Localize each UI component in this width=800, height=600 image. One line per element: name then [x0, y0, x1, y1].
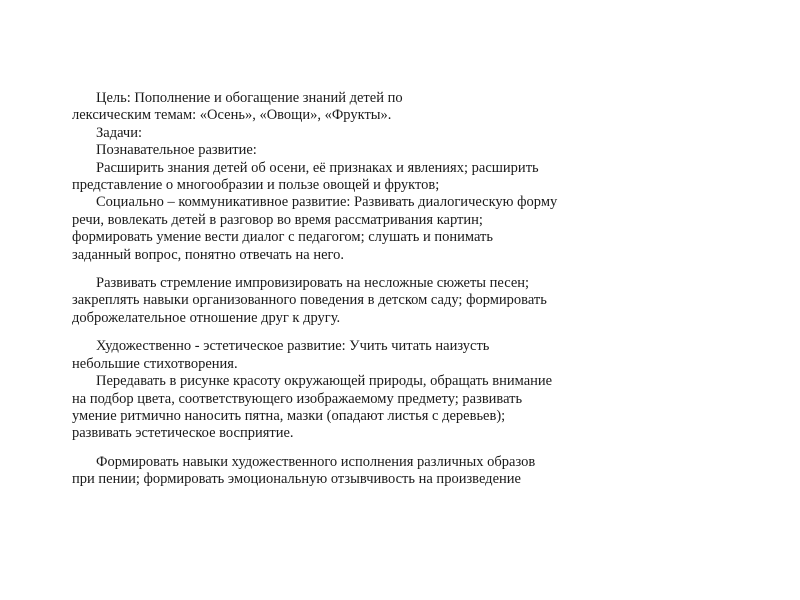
text-line: Социально – коммуникативное развитие: Развивать диалогическую форму [96, 194, 558, 211]
music-paragraph [72, 454, 732, 489]
cognitive-heading [72, 142, 732, 159]
text-line: на подбор цвета, соответствующего изображаемому предмету; развивать [72, 390, 523, 407]
text-line: закреплять навыки организованного поведения в детском саду; формировать [72, 292, 547, 309]
text-line: развивать эстетическое восприятие. [72, 425, 294, 442]
text-line: Художественно - эстетическое развитие: Учить читать наизусть [96, 338, 490, 355]
drawing-paragraph [72, 373, 732, 443]
text-line: формировать умение вести диалог с педагогом; слушать и понимать [72, 229, 493, 246]
text-line: представление о многообразии и пользе овощей и фруктов; [72, 177, 440, 194]
text-line: небольшие стихотворения. [72, 355, 238, 372]
goal-paragraph [72, 90, 732, 125]
text-line: при пении; формировать эмоциональную отзывчивость на произведение [72, 471, 521, 488]
text-line: Расширить знания детей об осени, её признаках и явлениях; расширить [96, 159, 539, 176]
improv-paragraph [72, 275, 732, 327]
text-line: лексическим темам: «Осень», «Овощи», «Фрукты». [72, 107, 392, 124]
text-line: умение ритмично наносить пятна, мазки (опадают листья с деревьев); [72, 407, 506, 424]
text-line: Передавать в рисунке красоту окружающей природы, обращать внимание [96, 373, 553, 390]
text-line: Цель: Пополнение и обогащение знаний детей по [96, 90, 403, 106]
text-line: заданный вопрос, понятно отвечать на него. [72, 246, 344, 263]
text-line: речи, вовлекать детей в разговор во время рассматривания картин; [72, 211, 483, 228]
social-paragraph [72, 194, 732, 264]
text-line: доброжелательное отношение друг к другу. [72, 309, 341, 326]
art-paragraph [72, 338, 732, 373]
document-page [72, 90, 732, 489]
text-line: Задачи: [96, 124, 143, 141]
text-line: Развивать стремление импровизировать на несложные сюжеты песен; [96, 275, 530, 292]
tasks-heading [72, 125, 732, 142]
cognitive-paragraph [72, 160, 732, 195]
text-line: Познавательное развитие: [96, 142, 257, 159]
text-line: Формировать навыки художественного исполнения различных образов [96, 453, 536, 470]
